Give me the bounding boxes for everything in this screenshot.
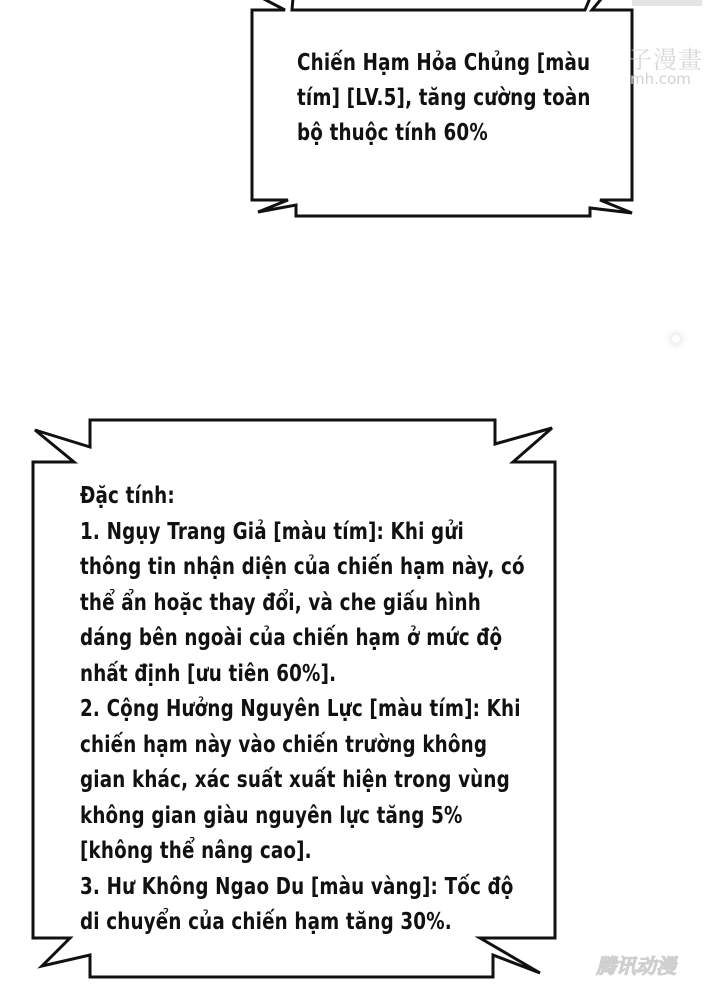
text-line: chiến hạm này vào chiến trường không [80,729,488,758]
watermark-url: mh.com [630,70,691,88]
decorative-dot [672,335,680,343]
text-line: tím] [LV.5], tăng cường toàn [297,83,591,111]
text-line: thông tin nhận diện của chiến hạm này, có [80,552,525,580]
text-line: bộ thuộc tính 60% [297,118,488,146]
text-line: gian khác, xác suất xuất hiện trong vùng [80,765,510,793]
text-line: Chiến Hạm Hỏa Chủng [màu [297,48,591,76]
bottom-bubble-text [80,478,548,940]
top-bubble-text [297,45,609,150]
watermark-logo-bar [632,0,702,6]
text-line: nhất định [ưu tiên 60%]. [80,658,337,687]
text-line: 2. Cộng Hưởng Nguyên Lực [màu tím]: Khi [80,694,521,722]
text-line: 1. Ngụy Trang Giả [màu tím]: Khi gửi [80,516,464,545]
text-line: thể ẩn hoặc thay đổi, và che giấu hình [80,587,481,616]
text-line: [không thể nâng cao]. [80,836,312,864]
text-line: 3. Hư Không Ngao Du [màu vàng]: Tốc độ [80,871,514,900]
watermark-publisher: 腾讯动漫 [596,954,676,978]
watermark-chinese-text: 子漫畫 [628,46,703,74]
text-line: dáng bên ngoài của chiến hạm ở mức độ [80,623,503,651]
text-line: không gian giàu nguyên lực tăng 5% [80,800,463,829]
heading-traits: Đặc tính: [80,481,175,509]
text-line: di chuyển của chiến hạm tăng 30%. [80,907,452,935]
